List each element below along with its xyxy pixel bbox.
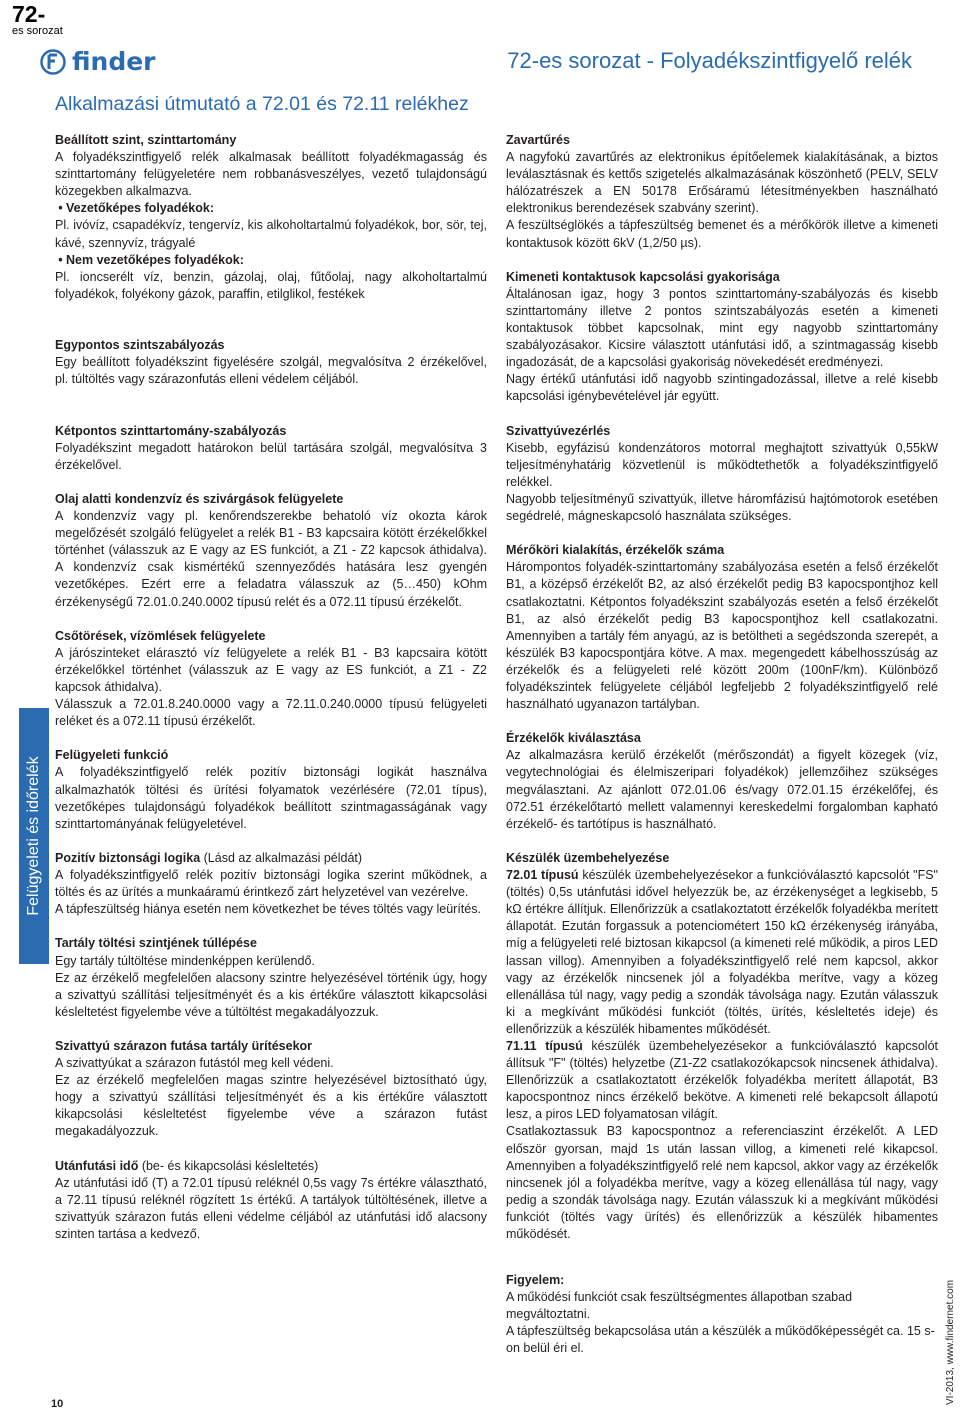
page-number: 10 [51, 1398, 64, 1410]
bullet-dot-icon: • [58, 201, 63, 216]
bullet-label: Vezetőképes folyadékok: [66, 201, 214, 216]
paragraph: Az alkalmazásra kerülő érzékelőt (mérőszondát) a figyelt közegek (víz, vegytechnológiai és élelmiszeripari folyadékok) jellemzőihez szükséges megválasztani. Az ajánlott 072.01.06 és/vagy 072.01.15 érzékelőfej, és 072.51 érzékelőtartó mellett valamennyi kereskedelmi forgalomban kapható érzékelő- és tartótípus is használható. [506, 748, 938, 831]
logo-text: finder [72, 47, 156, 76]
heading-text: Pozitív biztonsági logika [55, 850, 201, 865]
paragraph-text: készülék üzembehelyezésekor a funkcióválasztó kapcsolót állítsuk "F" (töltés) helyzetbe (Z1-Z2 csatlakozókapcsok nincsenek áthidalva). Ellenőrizzük a csatlakoztatott érzékelők folyadékba merített állapotát, B3 kapocspontnoz nincs érzékelő bekötve. A kimeneti relé bekapcsolt állapotú lesz, a piros LED folyamatosan világít. [506, 1038, 939, 1122]
left-column [55, 132, 487, 1243]
heading-kondenzviz: Olaj alatti kondenzvíz és szivárgások felügyelete [55, 491, 344, 506]
type-label: 72.01 típusú [506, 868, 579, 883]
warning-block [506, 1272, 938, 1357]
series-sub: es sorozat [12, 25, 63, 37]
paragraph: Egy beállított folyadékszint figyelésére szolgál, megvalósítva 2 érzékelővel, pl. túltöltés vagy szárazonfutás elleni védelem céljából. [55, 355, 487, 387]
warning-heading: Figyelem: [506, 1273, 565, 1287]
paragraph: A folyadékszintfigyelő relék alkalmasak beállított folyadékmagasság és szinttartomány felügyeletére nem robbanásveszélyes, vezető tulajdonságú közegekben alkalmazva. [55, 150, 487, 199]
page-title: 72-es sorozat - Folyadékszintfigyelő relék [507, 48, 912, 73]
paragraph: Egy tartály túltöltése mindenképpen kerülendő. [55, 953, 315, 968]
heading-szivattyuvezerles: Szivattyúvezérlés [506, 423, 611, 438]
paragraph: Az utánfutási idő (T) a 72.01 típusú reléknél 0,5s vagy 7s értékre választható, a 72.11 típusú reléknél rögzített 1s értékű. A tartályok túltöltésének, illetve a szivattyúk szárazon futás elleni védelme céljából az utánfutási idő alacsony szinten tartása a kedvező. [55, 1175, 487, 1241]
bullet-item [55, 252, 487, 269]
heading-utanfutasi-ido [55, 1158, 487, 1175]
paragraph: A folyadékszintfigyelő relék pozitív biztonsági logika szerint működnek, a töltés és az ürítés a munkaáramú érintkező zárt helyzetével van vezérelve. [55, 868, 487, 900]
bullet-item [55, 200, 487, 217]
paragraph: Kisebb, egyfázisú kondenzátoros motorral meghajtott szivattyúk 0,55kW teljesítményhatárig közvetlenül is működtethetők a folyadékszintfigyelő relékkel. [506, 440, 938, 489]
paragraph: A tápfeszültség bekapcsolása után a készülék a működőképességét ca. 15 s-on belül éri el. [506, 1324, 935, 1356]
paragraph: Ez az érzékelő megfelelően alacsony szintre helyezésével történik úgy, hogy a szivattyú szállítási teljesítményét és a kis értékűre választott kikapcsolási késleltetést figyelembe véve a túltöltést megakadályozzuk. [55, 970, 487, 1019]
heading-csotoresek: Csőtörések, vízömlések felügyelete [55, 628, 266, 643]
heading-szarazonfutas: Szivattyú szárazon futása tartály ürítésekor [55, 1038, 313, 1053]
paragraph: Nagy értékű utánfutási idő nagyobb szintingadozással, illetve a relé kisebb kapcsolási igénybevételével jár együtt. [506, 372, 938, 404]
heading-ketpontos: Kétpontos szinttartomány-szabályozás [55, 423, 287, 438]
heading-note: (be- és kikapcsolási késleltetés) [138, 1158, 319, 1173]
heading-note: (Lásd az alkalmazási példát) [200, 850, 363, 865]
finder-logo [40, 47, 156, 76]
heading-beallitott-szint: Beállított szint, szinttartomány [55, 133, 237, 147]
right-column [506, 132, 938, 1243]
heading-zavarturés: Zavartűrés [506, 133, 570, 147]
paragraph [506, 1038, 938, 1123]
paragraph: A szivattyúkat a szárazon futástól meg kell védeni. [55, 1056, 334, 1071]
paragraph: A működési funkciót csak feszültségmentes állapotban szabad megváltoztatni. [506, 1290, 853, 1322]
heading-pozitiv-logika [55, 850, 487, 867]
paragraph: Pl. ivóvíz, csapadékvíz, tengervíz, kis alkoholtartalmú folyadékok, bor, sör, tej, kávé, szennyvíz, trágyalé [55, 218, 487, 250]
heading-erzekelok-kivalasztasa: Érzékelők kiválasztása [506, 731, 641, 746]
finder-logo-mark-icon [40, 49, 66, 75]
paragraph-text: készülék üzembehelyezésekor a funkcióválasztó kapcsolót "FS" (töltés) 0,5s utánfutási idővel helyezzük be, az érzékenységet a legkisebb, 5 kΩ értékre állítjuk. Ellenőrizzük a csatlakoztatott érzékelők folyadékba merített állapotát. Ezután forgassuk a potenciométert 150 kΩ érzékenység irányába, míg a felügyeleti relé biztosan kikapcsol (a kimeneti relé működik, a piros LED lassan villog). Amennyiben a folyadékszintfigyelő relé nem kapcsol, akkor vagy az érzékelők nincsenek jól a folyadékba merítve, vagy a közeg ellenállása túl nagy, vagy pedig a szondák távolsága nagy. Ezután válasszuk ki a megkívánt működési funkciót (töltés, ürítés, késleltetés ideje) és ellenőrizzük a készülék hibamentes működését. [506, 868, 938, 1036]
paragraph [506, 867, 938, 1038]
paragraph: Pl. ioncserélt víz, benzin, gázolaj, olaj, fűtőolaj, nagy alkoholtartalmú folyadékok, folyékony gázok, paraffin, etilglikol, festékek [55, 269, 487, 301]
bullet-label: Nem vezetőképes folyadékok: [66, 252, 244, 267]
paragraph: A folyadékszintfigyelő relék pozitív biztonsági logikát használva alkalmazhatók töltési és ürítési folyamatok vezérlésére (72.01 típus), vezetőképes tulajdonságú folyadékok beállított szintmagasságának vagy szinttartományának felügyeletével. [55, 765, 487, 831]
heading-tultoltes: Tartály töltési szintjének túllépése [55, 936, 257, 951]
paragraph: Általánosan igaz, hogy 3 pontos szinttartomány-szabályozás és kisebb szinttartomány illetve 2 pontos szintszabályozás esetén a kimeneti kontaktusok többet kapcsolnak, mint egy nagyobb szinttartomány szabályozásakor. Kicsire választott utánfutási idő, a szintmagasság kisebb ingadozását, de a kapcsolási gyakoriság növekedését eredményezi. [506, 286, 938, 370]
paragraph: Csatlakoztassuk B3 kapocspontnoz a referenciaszint érzékelőt. A LED először gyorsan, majd 1s után lassan villog, a kimeneti relé kikapcsol. Amennyiben a folyadékszintfigyelő relé nem kapcsol, akkor vagy az érzékelők nincsenek jól a folyadékba merítve, vagy a közeg ellenállása túl nagy, vagy pedig a szondák távolsága nagy. Ezután válasszuk ki a megkívánt működési funkciót (töltés vagy ürítés) és ellenőrizzük a készülék hibamentes működését. [506, 1124, 938, 1241]
heading-kapcsolasi-gyakorisag: Kimeneti kontaktusok kapcsolási gyakorisága [506, 269, 780, 284]
paragraph: A kondenzvíz vagy pl. kenőrendszerekbe behatoló víz okozta károk megelőzését szolgáló felügyelet a relék B1 - B3 kapcsaira kötött érzékelőkkel történhet (válasszuk az E vagy az ES funkciót, a Z1 - Z2 kapcsok áthidalva). A kondenzvíz csak kismértékű szennyeződés hatására lesz gyengén vezetőképes. Ezért erre a feladatra válasszuk az (5…450) kOhm érzékenységű 72.01.0.240.0002 típusú relét és a 072.11 típusú érzékelőt. [55, 509, 487, 609]
paragraph: A tápfeszültség hiánya esetén nem következhet be téves töltés vagy leürítés. [55, 902, 481, 917]
heading-egypontos: Egypontos szintszabályozás [55, 338, 225, 353]
paragraph: Folyadékszint megadott határokon belül tartására szolgál, megvalósítva 3 érzékelővel. [55, 440, 487, 472]
paragraph: A feszültséglökés a tápfeszültség bemenet és a mérőkörök illetve a kimeneti kontaktusok között 6kV (1,2/50 µs). [506, 218, 938, 250]
page-subtitle: Alkalmazási útmutató a 72.01 és 72.11 relékhez [55, 93, 469, 115]
footer-date-site: VI-2013, www.findernet.com [945, 1279, 956, 1405]
bullet-dot-icon: • [58, 252, 63, 267]
paragraph: Ez az érzékelő megfelelően magas szintre helyezésével biztosítható úgy, hogy a szivattyú szállítási teljesítményét és a kis értékűre választott kikapcsolási késleltetést figyelembe véve a szárazon futást megakadályozzuk. [55, 1073, 487, 1139]
paragraph: A nagyfokú zavartűrés az elektronikus építőelemek kialakításának, a biztos leválasztásnak és kettős szigetelés alkalmazásának köszönhető (PELV, SELV hálózatrészek a EN 50178 Erősáramú létesítményekben használható elektronikus berendezések szabvány szerint). [506, 150, 938, 216]
side-tab-label: Felügyeleti és időrelék [25, 756, 42, 916]
paragraph: Nagyobb teljesítményű szivattyúk, illetve háromfázisú hajtómotorok esetében segédrelé, mágneskapcsoló használata szükséges. [506, 491, 938, 524]
heading-text: Utánfutási idő [55, 1158, 139, 1173]
heading-merokori-kialakitas: Mérőköri kialakítás, érzékelők száma [506, 543, 725, 558]
series-number: 72- [12, 1, 46, 27]
paragraph: Hárompontos folyadék-szinttartomány szabályozása esetén a felső érzékelőt B1, a középső érzékelőt B2, az alsó érzékelőt pedig B3 kapocspontjhoz kell csatlakoztatni. Kétpontos folyadékszint szabályozás esetén a felső érzékelőt B1, az alsó érzékelőt pedig B3 kapocspontjhoz kell csatlakozatni. Amennyiben a tartály fém anyagú, az is betöltheti a segédszonda szerepét, a készülék B3 kapocspontjára kötve. A max. megengedett kábelhosszúság az érzékelők és a felügyeleti relé között 200m (100nF/km). Különböző folyadékszintek felügyelete céljából legfeljebb 2 folyadékszintfigyelő relé használható ugyanazon tartályban. [506, 560, 938, 712]
heading-uzembehelyezes: Készülék üzembehelyezése [506, 850, 670, 865]
heading-felugyeleti-funkcio: Felügyeleti funkció [55, 748, 169, 763]
type-label: 71.11 típusú [506, 1038, 583, 1053]
paragraph: A járószinteket elárasztó víz felügyelete a relék B1 - B3 kapcsaira kötött érzékelőkkel történhet (válasszuk az E vagy az ES funkciót, a Z1 - Z2 kapcsok áthidalva). [55, 645, 487, 694]
paragraph: Válasszuk a 72.01.8.240.0000 vagy a 72.11.0.240.0000 típusú felügyeleti reléket és a 072.11 típusú érzékelőt. [55, 697, 487, 729]
